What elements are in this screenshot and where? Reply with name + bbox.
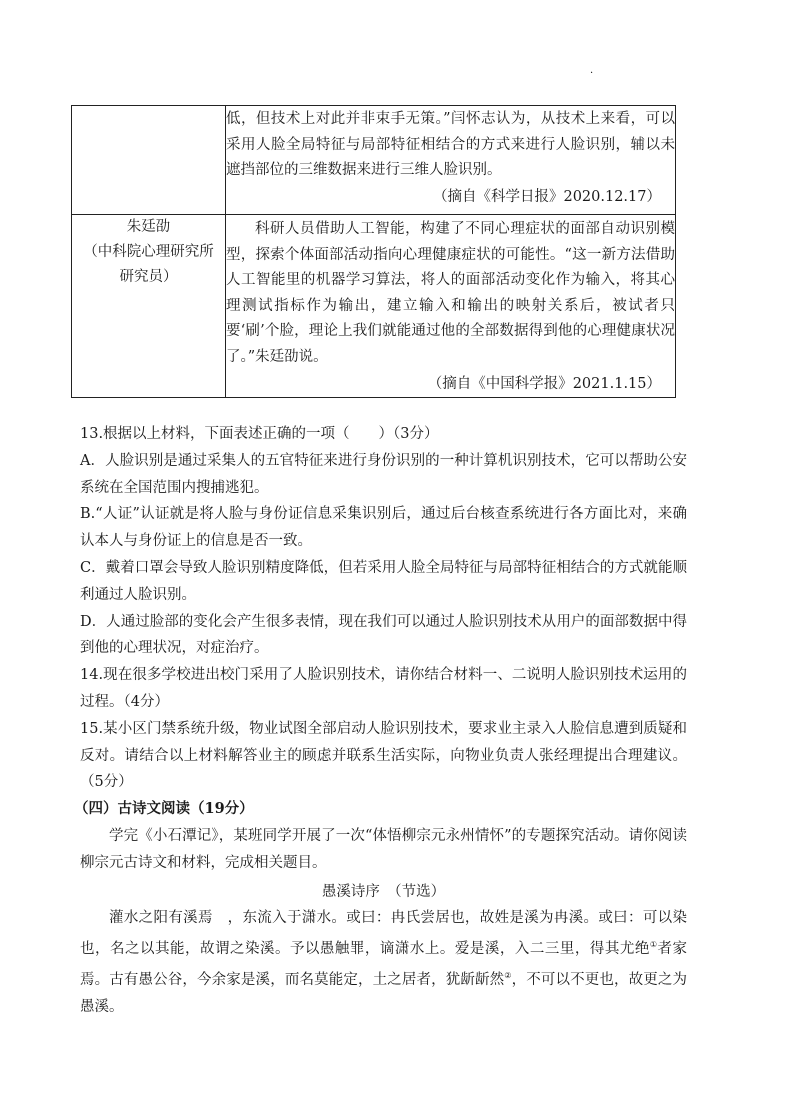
material-cell xyxy=(226,215,676,398)
question-15: 15.某小区门禁系统升级，物业试图全部启动人脸识别技术，要求业主录入人脸信息遭到质疑和反对。请结合以上材料解答业主的顾虑并联系生活实际，向物业负责人张经理提出合理建议。（5分） xyxy=(80,720,687,791)
material-source: （摘自《科学日报》2020.12.17） xyxy=(432,188,661,205)
person-cell-empty xyxy=(72,106,226,215)
material-text: 科研人员借助人工智能，构建了不同心理症状的面部自动识别模型，探索个体面部活动指向心理健康症状的可能性。“这一新方法借助人工智能里的机器学习算法，将人的面部活动变化作为输入，将其心理测试指标作为输出，建立输入和输出的映射关系后，被试者只要‘刷’个脸，理论上我们就能通过他的全部数据得到他的心理健康状况了。”朱廷劭说。 xyxy=(226,221,675,365)
footnote-marker: ① xyxy=(649,940,658,950)
person-cell xyxy=(72,215,226,398)
section-intro: 学完《小石潭记》，某班同学开展了一次“体悟柳宗元永州情怀”的专题探究活动。请你阅读柳宗元古诗文和材料，完成相关题目。 xyxy=(80,827,687,871)
page-mark: · xyxy=(590,68,594,79)
person-name: 朱廷劭 xyxy=(126,219,171,235)
question-13-stem: 13.根据以上材料，下面表述正确的一项（ ）（3分） xyxy=(80,426,439,442)
material-source: （摘自《中国科学报》2021.1.15） xyxy=(427,375,661,392)
material-cell xyxy=(226,106,676,215)
person-title: 研究员） xyxy=(119,269,178,285)
table-row xyxy=(72,215,676,398)
material-text: 低，但技术上对此并非束手无策。”闫怀志认为，从技术上来看，可以采用人脸全局特征与局部特征相结合的方式来进行人脸识别，辅以未遮挡部位的三维数据来进行三维人脸识别。 xyxy=(226,111,675,179)
question-13-option-a: A．人脸识别是通过采集人的五官特征来进行身份识别的一种计算机识别技术，它可以帮助公安系统在全国范围内搜捕逃犯。 xyxy=(80,452,687,496)
question-13-option-b: B.“人证”认证就是将人脸与身份证信息采集识别后，通过后台核查系统进行各方面比对，来确认本人与身份证上的信息是否一致。 xyxy=(80,506,687,550)
poem-title: 愚溪诗序 （节选） xyxy=(321,883,446,900)
question-14: 14.现在很多学校进出校门采用了人脸识别技术，请你结合材料一、二说明人脸识别技术运用的过程。（4分） xyxy=(80,667,687,710)
footnote-marker: ② xyxy=(504,970,512,980)
classical-text-part: 灌水之阳有溪焉 ，东流入于潇水。或曰：冉氏尝居也，故姓是溪为冉溪。或曰：可以染也，名之以其能，故谓之染溪。予以愚触罪，谪潇水上。爱是溪，入二三里，得其尤绝 xyxy=(80,910,687,958)
classical-text xyxy=(80,905,687,1020)
classical-text-part: 者家焉。古有愚公谷，今余家是溪，而名莫能定，土之居者，犹龂龂然 xyxy=(80,941,688,988)
question-13-option-d: D．人通过脸部的变化会产生很多表情，现在我们可以通过人脸识别技术从用户的面部数据中得到他的心理状况，对症治疗。 xyxy=(80,613,687,657)
material-table xyxy=(71,105,676,398)
questions xyxy=(74,421,688,1021)
table-row xyxy=(72,106,676,215)
section-heading: （四）古诗文阅读（19分） xyxy=(74,800,254,818)
classical-text-part: ，不可以不更也，故更之为愚溪。 xyxy=(80,971,688,1015)
person-org: （中科院心理研究所 xyxy=(83,244,214,260)
question-13-option-c: C．戴着口罩会导致人脸识别精度降低，但若采用人脸全局特征与局部特征相结合的方式就能顺利通过人脸识别。 xyxy=(80,559,687,603)
